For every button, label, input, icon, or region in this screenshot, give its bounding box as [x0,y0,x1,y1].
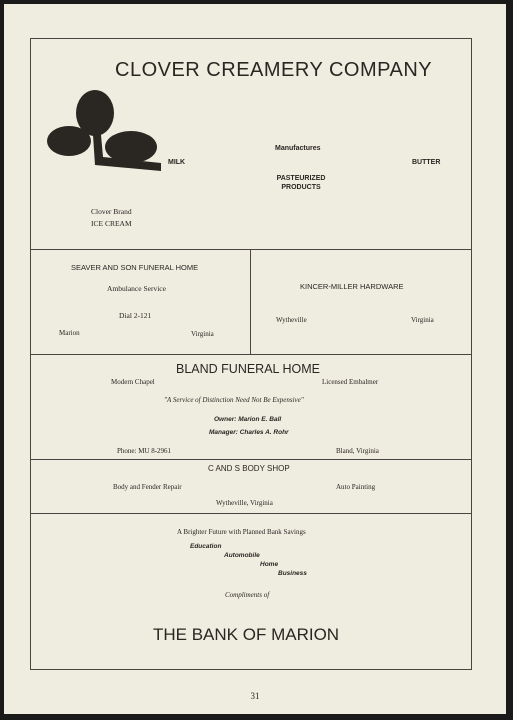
manufactures-label: Manufactures [275,145,321,152]
clover-title: CLOVER CREAMERY COMPANY [115,59,433,81]
cands-location: Wytheville, Virginia [216,499,273,507]
bland-location: Bland, Virginia [336,447,379,455]
kincer-title: KINCER-MILLER HARDWARE [300,282,404,291]
ice-cream-label: ICE CREAM [91,219,132,228]
kincer-state: Virginia [411,316,434,324]
cands-title: C AND S BODY SHOP [208,464,290,473]
seaver-funeral-ad [31,250,251,354]
butter-label: BUTTER [412,159,441,166]
bank-item-education: Education [190,543,222,550]
clover-creamery-ad [31,39,471,250]
seaver-service: Ambulance Service [107,284,166,293]
cands-body-shop-ad [31,460,471,514]
pasteurized-line-1: PASTEURIZED [276,175,326,182]
cands-painting: Auto Painting [336,483,376,491]
page-number: 31 [250,691,260,701]
bank-title: THE BANK OF MARION [153,625,340,644]
seaver-city: Marion [59,329,80,337]
pasteurized-label [263,174,339,192]
bank-tagline: A Brighter Future with Planned Bank Savings [177,528,306,536]
kincer-city: Wytheville [276,316,307,324]
yearbook-page [4,4,506,714]
bank-compliments: Compliments of [225,591,270,599]
funeral-hardware-row [31,250,471,355]
bank-of-marion-ad [31,514,471,669]
pasteurized-line-2: PRODUCTS [281,184,321,191]
bank-item-business: Business [278,570,307,577]
bland-manager: Manager: Charles A. Rohr [209,429,289,436]
seaver-state: Virginia [191,330,214,338]
bank-item-home: Home [260,561,279,568]
bland-title: BLAND FUNERAL HOME [176,362,321,376]
bland-slogan: "A Service of Distinction Need Not Be Expensive" [164,396,304,404]
bland-embalmer: Licensed Embalmer [322,378,379,386]
bland-owner: Owner: Marion E. Ball [214,416,282,423]
seaver-phone: Dial 2-121 [119,311,152,320]
milk-label: MILK [168,159,186,166]
cands-repair: Body and Fender Repair [113,483,182,491]
bland-funeral-ad [31,355,471,460]
bland-phone: Phone: MU 8-2961 [117,447,172,455]
seaver-title: SEAVER AND SON FUNERAL HOME [71,263,199,272]
ad-frame [30,38,472,670]
bank-item-automobile: Automobile [224,552,260,559]
bland-chapel: Modern Chapel [111,378,155,386]
clover-leaf-icon [43,89,163,179]
kincer-hardware-ad [251,250,471,354]
clover-brand-label: Clover Brand [91,207,132,216]
